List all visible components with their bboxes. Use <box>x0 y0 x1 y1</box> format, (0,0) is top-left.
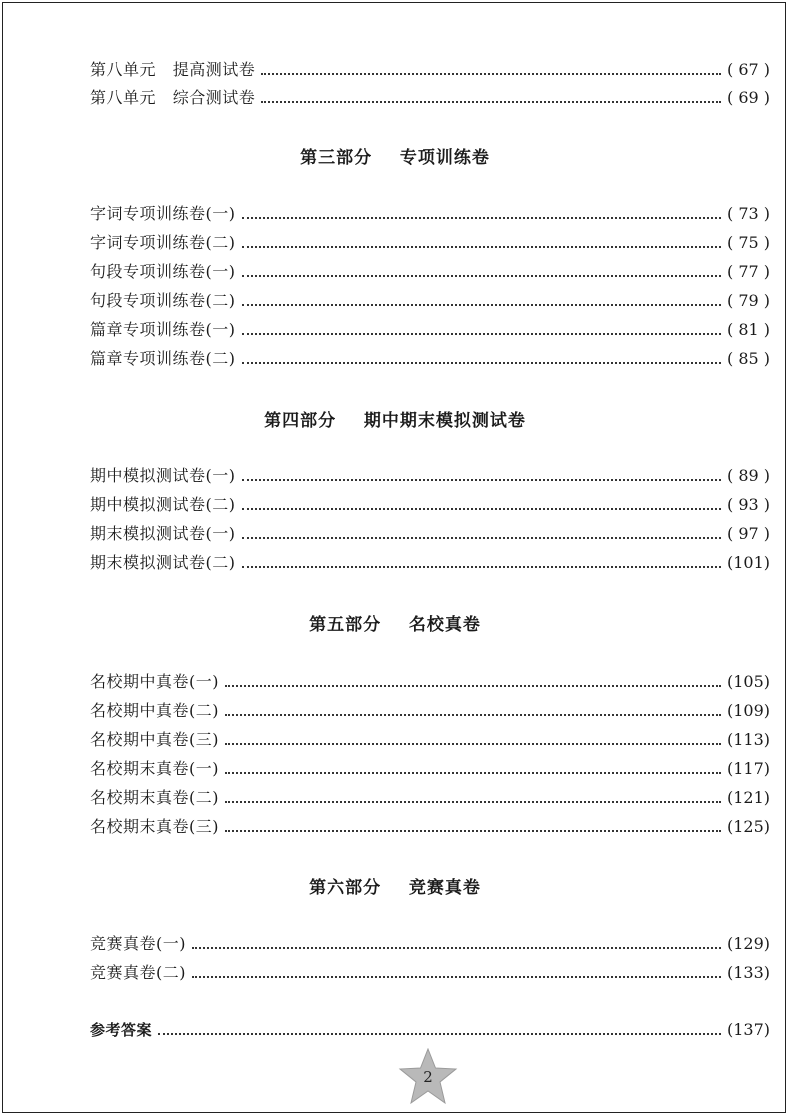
toc-entry-page: (125) <box>726 817 770 836</box>
toc-entry[interactable] <box>90 491 770 515</box>
toc-entry-label: 竞赛真卷(一) <box>90 934 186 953</box>
toc-entry-label: 竞赛真卷(二) <box>90 963 186 982</box>
toc-entry[interactable] <box>90 287 770 311</box>
dot-leader <box>242 246 721 248</box>
toc-entry-label: 期中模拟测试卷(一) <box>90 466 236 485</box>
toc-entry[interactable] <box>90 229 770 253</box>
toc-entry[interactable] <box>90 345 770 369</box>
toc-entry[interactable] <box>90 316 770 340</box>
toc-entry-page: ( 79 ) <box>726 291 770 310</box>
toc-entry-page: ( 89 ) <box>726 466 770 485</box>
toc-entry-page: (137) <box>726 1020 770 1039</box>
dot-leader <box>242 508 721 510</box>
dot-leader <box>192 947 721 949</box>
toc-entry-label: 句段专项训练卷(二) <box>90 291 236 310</box>
toc-entry-page: (121) <box>726 788 770 807</box>
toc-entry[interactable] <box>90 520 770 544</box>
toc-entry-page: ( 85 ) <box>726 349 770 368</box>
toc-entry-label: 句段专项训练卷(一) <box>90 262 236 281</box>
toc-entry[interactable] <box>90 200 770 224</box>
toc-entry[interactable] <box>90 258 770 282</box>
dot-leader <box>242 304 721 306</box>
toc-entry-page: (117) <box>726 759 770 778</box>
toc-entry-label: 名校期末真卷(二) <box>90 788 219 807</box>
toc-entry-page: ( 93 ) <box>726 495 770 514</box>
toc-entry-page: ( 69 ) <box>726 88 770 107</box>
toc-entry-label: 篇章专项训练卷(一) <box>90 320 236 339</box>
toc-entry[interactable] <box>90 755 770 779</box>
toc-entry-label: 字词专项训练卷(一) <box>90 204 236 223</box>
section-heading-part6: 第六部分 竞赛真卷 <box>309 878 481 898</box>
toc-entry-page: (109) <box>726 701 770 720</box>
toc-entry[interactable] <box>90 697 770 721</box>
toc-entry-label: 名校期末真卷(三) <box>90 817 219 836</box>
dot-leader <box>225 685 721 687</box>
toc-entry[interactable] <box>90 56 770 80</box>
toc-entry-page: ( 77 ) <box>726 262 770 281</box>
toc-entry-page: (133) <box>726 963 770 982</box>
toc-entry-page: ( 75 ) <box>726 233 770 252</box>
toc-entry-page: ( 81 ) <box>726 320 770 339</box>
dot-leader <box>225 743 721 745</box>
dot-leader <box>242 217 721 219</box>
toc-entry-page: (113) <box>726 730 770 749</box>
toc-entry-label: 参考答案 <box>90 1021 153 1039</box>
toc-entry[interactable] <box>90 784 770 808</box>
toc-entry-label: 期中模拟测试卷(二) <box>90 495 236 514</box>
toc-entry[interactable] <box>90 726 770 750</box>
dot-leader <box>242 537 721 539</box>
toc-entry-label: 第八单元 综合测试卷 <box>90 88 256 107</box>
toc-entry[interactable] <box>90 959 770 983</box>
dot-leader <box>225 772 721 774</box>
toc-entry[interactable] <box>90 462 770 486</box>
toc-entry-page: ( 73 ) <box>726 204 770 223</box>
toc-entry-label: 第八单元 提高测试卷 <box>90 60 256 79</box>
section-heading-part5: 第五部分 名校真卷 <box>309 615 481 635</box>
dot-leader <box>225 830 721 832</box>
toc-entry-label: 名校期末真卷(一) <box>90 759 219 778</box>
dot-leader <box>242 333 721 335</box>
dot-leader <box>158 1033 721 1035</box>
dot-leader <box>242 362 721 364</box>
dot-leader <box>261 101 721 103</box>
dot-leader <box>225 714 721 716</box>
toc-entry-label: 名校期中真卷(三) <box>90 730 219 749</box>
page-number: 2 <box>423 1068 433 1086</box>
toc-entry-label: 期末模拟测试卷(一) <box>90 524 236 543</box>
section-heading-part4: 第四部分 期中期末模拟测试卷 <box>264 411 526 431</box>
toc-entry[interactable] <box>90 930 770 954</box>
toc-entry[interactable] <box>90 549 770 573</box>
toc-entry-page: (101) <box>726 553 770 572</box>
toc-entry-label: 期末模拟测试卷(二) <box>90 553 236 572</box>
toc-entry-answers[interactable] <box>90 1016 770 1040</box>
section-heading-part3: 第三部分 专项训练卷 <box>300 148 490 168</box>
toc-entry[interactable] <box>90 668 770 692</box>
toc-entry[interactable] <box>90 84 770 108</box>
toc-entry-page: ( 97 ) <box>726 524 770 543</box>
toc-entry-label: 篇章专项训练卷(二) <box>90 349 236 368</box>
dot-leader <box>192 976 721 978</box>
dot-leader <box>242 275 721 277</box>
toc-entry-label: 字词专项训练卷(二) <box>90 233 236 252</box>
dot-leader <box>242 566 721 568</box>
toc-entry-page: (105) <box>726 672 770 691</box>
dot-leader <box>261 73 721 75</box>
toc-entry-page: (129) <box>726 934 770 953</box>
toc-entry[interactable] <box>90 813 770 837</box>
toc-entry-label: 名校期中真卷(一) <box>90 672 219 691</box>
toc-entry-label: 名校期中真卷(二) <box>90 701 219 720</box>
toc-entry-page: ( 67 ) <box>726 60 770 79</box>
dot-leader <box>242 479 721 481</box>
dot-leader <box>225 801 721 803</box>
